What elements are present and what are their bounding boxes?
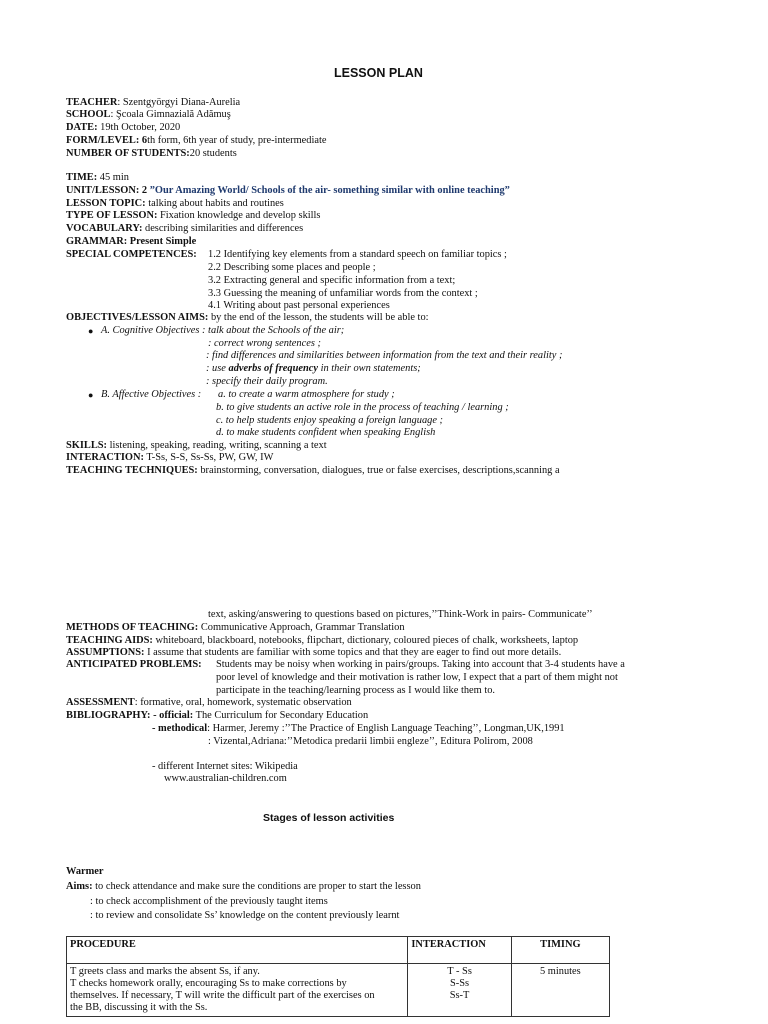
affective-item: c. to help students enjoy speaking a foreign language ;: [216, 415, 444, 426]
affective-objectives-label: B. Affective Objectives :: [101, 389, 202, 400]
bullet-icon: ●: [88, 326, 94, 336]
grammar-line: GRAMMAR: Present Simple: [66, 236, 197, 247]
cognitive-item: : correct wrong sentences ;: [208, 338, 321, 349]
competences-label: SPECIAL COMPETENCES:: [66, 249, 197, 260]
bibliography-site: www.australian-children.com: [164, 773, 287, 784]
page-title: LESSON PLAN: [334, 66, 423, 80]
bibliography-internet: - different Internet sites: Wikipedia: [152, 761, 298, 772]
techniques-line: TEACHING TECHNIQUES: brainstorming, conversation, dialogues, true or false exercises, descriptions,scanning a: [66, 465, 560, 476]
assumptions-line: ASSUMPTIONS: I assume that students are familiar with some topics and that they are eager to find out more details.: [66, 647, 562, 658]
unit-line: UNIT/LESSON: 2 ”Our Amazing World/ Schools of the air- something similar with online teaching”: [66, 185, 510, 196]
procedure-table: [66, 936, 610, 1017]
timing-cell: 5 minutes: [511, 964, 609, 1017]
cognitive-item: : use adverbs of frequency in their own statements;: [206, 363, 421, 374]
warmer-aim-item: : to review and consolidate Ss’ knowledge on the content previously learnt: [90, 910, 400, 921]
affective-item: b. to give students an active role in the process of teaching / learning ;: [216, 402, 509, 413]
table-header: INTERACTION: [408, 937, 511, 964]
date-line: DATE: 19th October, 2020: [66, 122, 181, 133]
teacher-line: TEACHER: Szentgyörgyi Diana-Aurelia: [66, 97, 241, 108]
problems-text: Students may be noisy when working in pairs/groups. Taking into account that 3-4 students have a: [216, 659, 625, 670]
table-header: PROCEDURE: [67, 937, 408, 964]
problems-label: ANTICIPATED PROBLEMS:: [66, 659, 202, 670]
procedure-line: T checks homework orally, encouraging Ss to make corrections by: [70, 978, 347, 989]
warmer-aim-item: : to check accomplishment of the previously taught items: [90, 896, 328, 907]
bibliography-methodical-2: : Vizental,Adriana:’’Metodica predarii limbii engleze’’, Editura Polirom, 2008: [208, 736, 533, 747]
affective-item: a. to create a warm atmosphere for study ;: [218, 389, 395, 400]
affective-item: d. to make students confident when speaking English: [216, 427, 436, 438]
warmer-aims: Aims: to check attendance and make sure the conditions are proper to start the lesson: [66, 881, 421, 892]
procedure-cell: [67, 964, 408, 1017]
techniques-continued: text, asking/answering to questions based on pictures,’’Think-Work in pairs- Communicate’’: [208, 609, 593, 620]
problems-text: poor level of knowledge and their motivation is rather low, I expect that a part of them might not: [216, 672, 618, 683]
table-row: [67, 964, 610, 1017]
form-level-line: FORM/LEVEL: 6th form, 6th year of study, pre-intermediate: [66, 135, 327, 146]
cognitive-objectives: A. Cognitive Objectives : talk about the Schools of the air;: [101, 325, 345, 336]
interaction-line: T - Ss: [447, 966, 472, 977]
competence-item: 3.2 Extracting general and specific information from a text;: [208, 275, 456, 286]
warmer-title: Warmer: [66, 866, 104, 877]
cognitive-item: : specify their daily program.: [206, 376, 328, 387]
objectives-line: OBJECTIVES/LESSON AIMS: by the end of the lesson, the students will be able to:: [66, 312, 429, 323]
methods-line: METHODS OF TEACHING: Communicative Approach, Grammar Translation: [66, 622, 405, 633]
competence-item: 3.3 Guessing the meaning of unfamiliar words from the context ;: [208, 288, 478, 299]
type-line: TYPE OF LESSON: Fixation knowledge and develop skills: [66, 210, 321, 221]
aids-line: TEACHING AIDS: whiteboard, blackboard, notebooks, flipchart, dictionary, coloured pieces of chalk, worksheets, laptop: [66, 635, 579, 646]
topic-line: LESSON TOPIC: talking about habits and routines: [66, 198, 284, 209]
stages-title: Stages of lesson activities: [263, 812, 395, 824]
competence-item: 1.2 Identifying key elements from a standard speech on familiar topics ;: [208, 249, 507, 260]
bibliography-methodical: - methodical: Harmer, Jeremy :’’The Practice of English Language Teaching’’, Longman,UK,1991: [152, 723, 565, 734]
vocabulary-line: VOCABULARY: describing similarities and differences: [66, 223, 304, 234]
procedure-line: themselves. If necessary, T will write the difficult part of the exercises on: [70, 990, 375, 1001]
problems-text: participate in the teaching/learning process as I would like them to.: [216, 685, 496, 696]
interaction-line: Ss-T: [449, 990, 470, 1001]
number-students-line: NUMBER OF STUDENTS:20 students: [66, 148, 237, 159]
interaction-line: S-Ss: [450, 978, 470, 989]
time-line: TIME: 45 min: [66, 172, 129, 183]
procedure-line: T greets class and marks the absent Ss, if any.: [70, 966, 260, 977]
cognitive-item: : find differences and similarities between information from the text and their reality ;: [206, 350, 563, 361]
interaction-line: INTERACTION: T-Ss, S-S, Ss-Ss, PW, GW, IW: [66, 452, 274, 463]
interaction-cell: [408, 964, 511, 1017]
assessment-line: ASSESSMENT: formative, oral, homework, systematic observation: [66, 697, 352, 708]
competence-item: 2.2 Describing some places and people ;: [208, 262, 376, 273]
bibliography-line: BIBLIOGRAPHY: - official: The Curriculum for Secondary Education: [66, 710, 369, 721]
table-header-row: [67, 937, 610, 964]
school-line: SCHOOL: Şcoala Gimnazială Adămuş: [66, 109, 231, 120]
skills-line: SKILLS: listening, speaking, reading, writing, scanning a text: [66, 440, 327, 451]
table-header: TIMING: [511, 937, 609, 964]
procedure-line: the BB, discussing it with the Ss.: [70, 1002, 208, 1013]
competence-item: 4.1 Writing about past personal experiences: [208, 300, 390, 311]
bullet-icon: ●: [88, 390, 94, 400]
